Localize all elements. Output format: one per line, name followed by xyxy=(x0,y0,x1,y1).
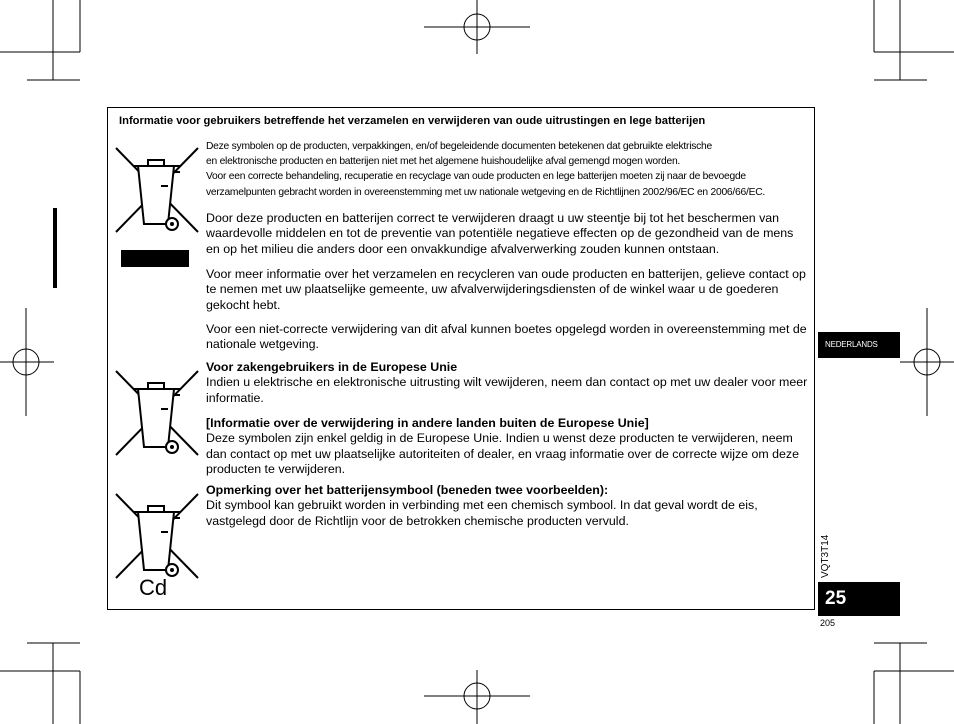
page-number-box xyxy=(818,582,900,616)
section-outside-eu xyxy=(206,416,808,477)
section-business xyxy=(206,360,808,406)
paragraph-more-info: Voor meer informatie over het verzamelen en recycleren van oude producten en batterijen, gelieve contact op te nemen met uw plaatselijke gemeente, uw afvalverwijderingsdiensten of de winkel waar u de goederen gekocht hebt. xyxy=(206,267,806,312)
disposal-info-panel xyxy=(107,107,815,610)
crossed-wheelie-bin-icon xyxy=(114,492,204,582)
bar-symbol xyxy=(121,250,189,267)
registration-bar xyxy=(53,208,57,288)
crossed-wheelie-bin-icon xyxy=(114,146,204,236)
section-heading: Opmerking over het batterijensymbool (beneden twee voorbeelden): xyxy=(206,483,609,497)
small-print xyxy=(206,139,808,200)
small-print-line: en elektronische producten en batterijen niet met het algemene huishoudelijke afval gemengd mogen worden. xyxy=(206,156,681,168)
page-number: 25 xyxy=(825,588,847,609)
section-battery xyxy=(206,483,808,529)
section-body: Indien u elektrische en elektronische uitrusting wilt vewijderen, neem dan contact op met uw dealer voor meer informatie. xyxy=(206,375,808,405)
crossed-wheelie-bin-icon xyxy=(114,369,204,459)
sub-page-number: 205 xyxy=(820,618,836,628)
doc-code xyxy=(820,528,840,578)
section-body: Deze symbolen zijn enkel geldig in de Europese Unie. Indien u wenst deze producten te verwijderen, neem dan contact op met uw plaatselijke autoriteiten of dealer, en vraag informatie over de correcte wijze om deze producten te verwijderen. xyxy=(206,431,800,476)
section-body: Dit symbool kan gebruikt worden in verbinding met een chemisch symbool. In dat geval wordt de eis, vastgelegd door de Richtlijn voor de betrokken chemische producten vervuld. xyxy=(206,498,758,528)
chemical-symbol: Cd xyxy=(139,575,168,600)
language-label: NEDERLANDS xyxy=(825,340,878,349)
paragraph-correct-disposal: Door deze producten en batterijen correct te verwijderen draagt u uw steentje bij tot het beschermen van waardevolle middelen en tot de preventie van potentiële negatieve effecten op de gezondheid van de mens en op het milieu die anders door een onvakkundige afvalverwerking zouden kunnen ontstaan. xyxy=(206,211,794,256)
language-tab xyxy=(818,332,900,358)
page-title: Informatie voor gebruikers betreffende het verzamelen en verwijderen van oude uitrustingen en lege batterijen xyxy=(119,115,706,127)
section-heading: Voor zakengebruikers in de Europese Unie xyxy=(206,360,458,374)
small-print-line: Deze symbolen op de producten, verpakkingen, en/of begeleidende documenten betekenen dat gebruikte elektrische xyxy=(206,141,713,152)
section-heading: [Informatie over de verwijdering in andere landen buiten de Europese Unie] xyxy=(206,416,649,430)
small-print-line: Voor een correcte behandeling, recuperatie en recyclage van oude producten en lege batterijen moeten zij naar de bevoegde xyxy=(206,171,746,183)
paragraph-fines: Voor een niet-correcte verwijdering van dit afval kunnen boetes opgelegd worden in overeenstemming met de nationale wetgeving. xyxy=(206,322,807,352)
doc-code-text: VQT3T14 xyxy=(820,534,831,578)
small-print-line: verzamelpunten gebracht worden in overeenstemming met uw nationale wetgeving en de Richtlijnen 2002/96/EC en 2006/66/EC. xyxy=(206,186,765,198)
